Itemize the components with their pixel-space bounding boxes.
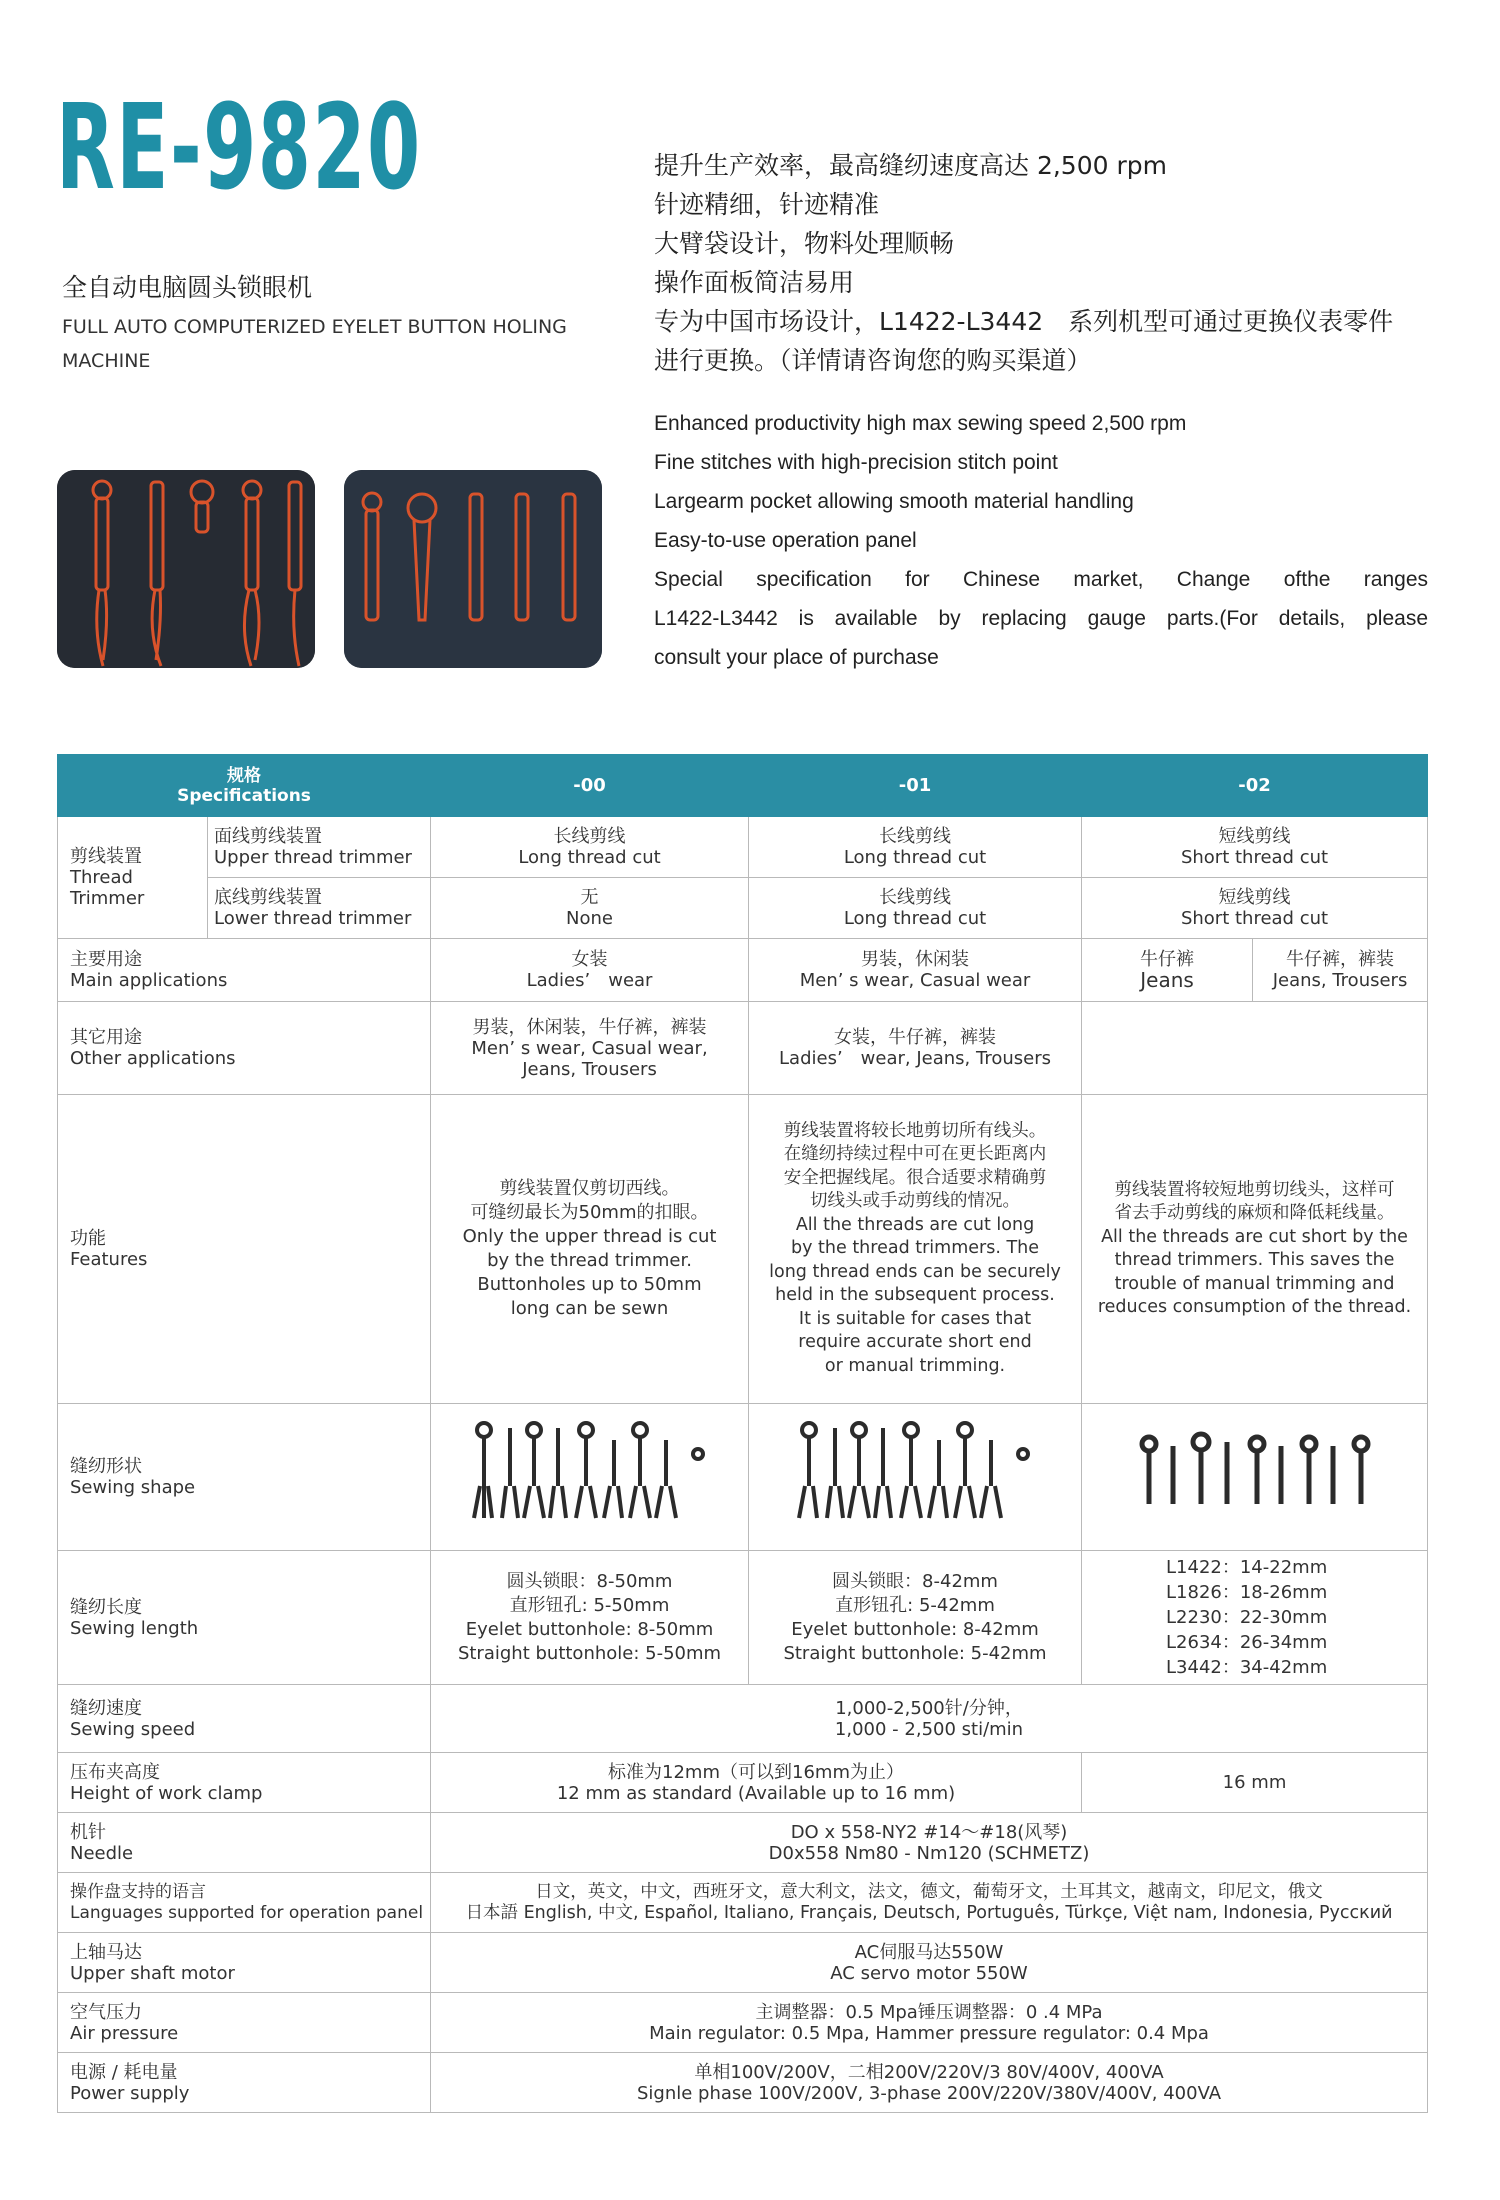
label-en: Features: [70, 1249, 148, 1270]
value-cn: 单相100V/200V，二相200V/220V/3 80V/400V, 400VA: [694, 2061, 1164, 2083]
value-en: 1,000 - 2,500 sti/min: [834, 1718, 1024, 1740]
feature-cn-item: 专为中国市场设计，L1422-L3442 系列机型可通过更换仪表零件: [654, 307, 1394, 336]
subtitle-en: [62, 310, 582, 378]
feature-line: 在缝纫持续过程中可在更长距离内: [783, 1144, 1047, 1165]
model-number: RE-9820: [56, 78, 422, 216]
table-row: [58, 1933, 1428, 1993]
row-label: [58, 1404, 431, 1551]
value-cn: 牛仔裤，裤装: [1286, 949, 1395, 970]
features-cn-list: [654, 146, 1434, 380]
label-en: Languages supported for operation panel: [70, 1902, 424, 1923]
feature-line: thread trimmers. This saves the: [1114, 1250, 1395, 1270]
spec-table: [57, 754, 1428, 2113]
value-cn: 短线剪线: [1218, 826, 1291, 847]
value-cn: 主调整器：0.5 Mpa锤压调整器：0 .4 MPa: [755, 2001, 1103, 2023]
feature-line: by the thread trimmers. The: [791, 1238, 1040, 1259]
table-row: [58, 1095, 1428, 1404]
table-row: [58, 1753, 1428, 1813]
sewing-shape-long-cut-illustration: [470, 1420, 710, 1530]
label-en: Needle: [70, 1842, 134, 1864]
feature-line: All the threads are cut short by the: [1101, 1226, 1408, 1247]
label-cn: 压布夹高度: [70, 1761, 160, 1783]
value-cn: 长线剪线: [553, 826, 626, 847]
cell: [431, 1813, 1428, 1873]
cell: [431, 1993, 1428, 2053]
table-row: [58, 1404, 1428, 1551]
value-en: AC servo motor 550W: [830, 1962, 1028, 1984]
label-cn: 主要用途: [70, 949, 142, 970]
label-cn: 缝纫形状: [70, 1456, 142, 1477]
label-en: Power supply: [70, 2082, 190, 2104]
buttonhole-photo-2: [344, 470, 602, 668]
label-cn: 面线剪线装置: [214, 826, 322, 847]
value-cn: 女装: [571, 949, 608, 970]
cell: [1082, 878, 1428, 939]
value-en: Long thread cut: [518, 847, 661, 868]
sub-label: [208, 878, 431, 939]
cell: [1082, 939, 1253, 1002]
empty-cell: [1082, 1002, 1428, 1095]
label-cn: 空气压力: [70, 2001, 142, 2023]
subtitle-en-line1: FULL AUTO COMPUTERIZED EYELET BUTTON HOLING: [62, 316, 567, 338]
value-cn: 短线剪线: [1218, 887, 1291, 908]
value-en: None: [566, 908, 613, 929]
cell: [431, 1551, 749, 1685]
label-en: Air pressure: [70, 2022, 179, 2044]
feature-line: trouble of manual trimming and: [1114, 1273, 1395, 1294]
cell: 16 mm: [1082, 1753, 1428, 1813]
cell: [1082, 817, 1428, 878]
cell: [431, 1753, 1082, 1813]
value-line: D0x558 Nm80 - Nm120 (SCHMETZ): [768, 1842, 1090, 1864]
feature-cn-item: 提升生产效率，最高缝纫速度高达 2,500 rpm: [654, 151, 1167, 180]
header-spec: [58, 755, 431, 817]
cell: [1082, 1404, 1428, 1551]
label-cn: 机针: [70, 1821, 106, 1843]
value-en: Jeans: [1140, 968, 1194, 992]
value-cn: AC伺服马达550W: [854, 1941, 1004, 1963]
length-line: L3442：34-42mm: [1166, 1657, 1328, 1678]
table-row: [58, 1551, 1428, 1685]
cell: [431, 1873, 1428, 1933]
value-cn: 长线剪线: [879, 826, 952, 847]
row-label: [58, 1753, 431, 1813]
feature-line: 可缝纫最长为50mm的扣眼。: [470, 1202, 709, 1223]
feature-cn-item: 大臂袋设计，物料处理顺畅: [654, 229, 955, 258]
cell: [431, 2053, 1428, 2113]
value-cn: 标准为12mm（可以到16mm为止）: [608, 1761, 904, 1783]
label-cn: 上轴马达: [70, 1941, 142, 1963]
table-row: [58, 1813, 1428, 1873]
value-cn: 男装，休闲装，牛仔裤，裤装: [472, 1016, 707, 1038]
feature-line: long thread ends can be securely: [769, 1261, 1061, 1282]
subtitle-en-line2: MACHINE: [62, 350, 151, 372]
feature-line: long can be sewn: [510, 1298, 669, 1319]
feature-en-item: consult your place of purchase: [654, 646, 939, 669]
header-col-01: -01: [749, 755, 1082, 817]
row-label: [58, 1933, 431, 1993]
cell: [749, 1551, 1082, 1685]
label-cn: 缝纫速度: [70, 1697, 142, 1719]
value-en: Jeans, Trousers: [522, 1058, 657, 1080]
value-en: Ladies’ wear, Jeans, Trousers: [779, 1048, 1051, 1069]
row-label: [58, 1551, 431, 1685]
feature-line: 切线头或手动剪线的情况。: [810, 1191, 1021, 1212]
feature-line: 安全把握线尾。很合适要求精确剪: [783, 1167, 1047, 1188]
cell: [749, 1404, 1082, 1551]
feature-line: Only the upper thread is cut: [462, 1226, 717, 1247]
feature-en-item: Enhanced productivity high max sewing speed 2,500 rpm: [654, 412, 1187, 435]
value-en: Men’ s wear, Casual wear,: [471, 1037, 708, 1059]
row-label: [58, 1873, 431, 1933]
feature-line: 省去手动剪线的麻烦和降低耗线量。: [1114, 1203, 1395, 1223]
label-cn: 底线剪线装置: [214, 887, 322, 908]
value-en: Jeans, Trousers: [1272, 970, 1408, 991]
value-en: Men’ s wear, Casual wear: [799, 970, 1031, 991]
label-en: Thread Trimmer: [70, 867, 145, 909]
table-row: [58, 1002, 1428, 1095]
label-en: Sewing shape: [70, 1477, 196, 1498]
feature-line: require accurate short end: [798, 1332, 1032, 1353]
cell: [749, 1002, 1082, 1095]
value-en: Long thread cut: [843, 847, 987, 868]
value-line: 日本語 English, 中文, Español, Italiano, Français, Deutsch, Português, Türkçe, Việt nam, Indonesia, Русский: [465, 1902, 1393, 1923]
length-line: Eyelet buttonhole: 8-42mm: [791, 1618, 1039, 1640]
label-en: Upper thread trimmer: [214, 847, 412, 868]
feature-line: Buttonholes up to 50mm: [477, 1274, 702, 1295]
header-col-00: -00: [431, 755, 749, 817]
feature-line: 剪线装置仅剪切西线。: [499, 1178, 680, 1199]
feature-en-item: Special specification for Chinese market, Change ofthe ranges: [654, 568, 1428, 591]
value-en: Signle phase 100V/200V, 3-phase 200V/220V/380V/400V, 400VA: [636, 2082, 1222, 2104]
value-line: 日文，英文，中文，西班牙文，意大利文，法文，德文，葡萄牙文，土耳其文，越南文，印尼文，俄文: [535, 1881, 1323, 1902]
value-en: Ladies’ wear: [526, 970, 653, 991]
header-col-02: -02: [1082, 755, 1428, 817]
label-cn: 其它用途: [70, 1027, 142, 1048]
length-line: 直形钮孔: 5-50mm: [509, 1594, 670, 1616]
cell: [1082, 1095, 1428, 1404]
feature-en-item: Easy-to-use operation panel: [654, 529, 917, 552]
value-cn: 男装，休闲装: [861, 949, 970, 970]
feature-line: held in the subsequent process.: [775, 1285, 1055, 1306]
cell: [749, 939, 1082, 1002]
length-line: L1422：14-22mm: [1166, 1557, 1328, 1578]
label-en: Height of work clamp: [70, 1782, 263, 1804]
table-row: [58, 817, 1428, 878]
feature-line: All the threads are cut long: [795, 1214, 1035, 1235]
label-cn: 缝纫长度: [70, 1596, 142, 1618]
value-en: 12 mm as standard (Available up to 16 mm): [556, 1782, 956, 1804]
row-label: [58, 939, 431, 1002]
row-label: [58, 1813, 431, 1873]
length-line: L2230：22-30mm: [1166, 1607, 1328, 1628]
length-line: Straight buttonhole: 5-50mm: [457, 1642, 722, 1664]
feature-line: 剪线装置将较长地剪切所有线头。: [783, 1120, 1047, 1141]
length-line: 圆头锁眼：8-42mm: [832, 1570, 998, 1592]
value-en: Short thread cut: [1180, 847, 1329, 868]
label-en: Upper shaft motor: [70, 1962, 235, 1984]
label-en: Other applications: [70, 1048, 236, 1069]
value-en: Main regulator: 0.5 Mpa, Hammer pressure regulator: 0.4 Mpa: [649, 2022, 1209, 2044]
row-label: [58, 2053, 431, 2113]
label-en: Sewing length: [70, 1617, 199, 1639]
row-label: [58, 817, 208, 939]
header-spec-en: Specifications: [177, 785, 311, 806]
cell: [749, 1095, 1082, 1404]
feature-line: or manual trimming.: [824, 1355, 1006, 1376]
value-cn: 牛仔裤: [1140, 949, 1195, 970]
row-label: [58, 1685, 431, 1753]
feature-en-item: Largearm pocket allowing smooth material handling: [654, 490, 1134, 513]
feature-line: by the thread trimmer.: [487, 1250, 692, 1271]
sub-label: [208, 817, 431, 878]
sewing-shape-long-cut-illustration-2: [795, 1420, 1035, 1530]
cell: [431, 1002, 749, 1095]
value-cn: 长线剪线: [879, 887, 952, 908]
label-cn: 剪线装置: [70, 846, 142, 867]
sewing-shape-short-cut-illustration: [1135, 1420, 1375, 1530]
feature-line: 剪线装置将较短地剪切线头，这样可: [1114, 1179, 1395, 1200]
header-spec-cn: 规格: [227, 765, 261, 786]
features-en-list: [654, 404, 1428, 677]
value-line: DO x 558-NY2 #14～#18(风琴): [790, 1821, 1068, 1843]
feature-cn-item: 操作面板简洁易用: [654, 268, 855, 297]
label-en: Sewing speed: [70, 1718, 196, 1740]
cell: [431, 1685, 1428, 1753]
cell: [1082, 1551, 1428, 1685]
length-line: Eyelet buttonhole: 8-50mm: [465, 1618, 714, 1640]
table-row: [58, 2053, 1428, 2113]
length-line: Straight buttonhole: 5-42mm: [783, 1642, 1047, 1664]
label-cn: 操作盘支持的语言: [70, 1881, 206, 1902]
value-cn: 1,000-2,500针/分钟，: [835, 1697, 1023, 1719]
cell: [431, 1404, 749, 1551]
value-cn: 无: [580, 887, 599, 908]
value-en: Short thread cut: [1180, 908, 1329, 929]
table-header-row: [58, 755, 1428, 817]
length-line: L1826：18-26mm: [1166, 1582, 1328, 1603]
cell: [431, 878, 749, 939]
cell: [431, 939, 749, 1002]
value-cn: 女装，牛仔裤，裤装: [834, 1027, 997, 1048]
table-row: [58, 1873, 1428, 1933]
value-en: Long thread cut: [843, 908, 987, 929]
length-line: 圆头锁眼：8-50mm: [506, 1570, 673, 1592]
feature-line: reduces consumption of the thread.: [1097, 1297, 1412, 1317]
label-cn: 功能: [70, 1228, 106, 1249]
length-line: L2634：26-34mm: [1166, 1632, 1328, 1653]
cell: [431, 1095, 749, 1404]
cell: [431, 1933, 1428, 1993]
row-label: [58, 1095, 431, 1404]
row-label: [58, 1993, 431, 2053]
table-row: [58, 939, 1428, 1002]
label-en: Lower thread trimmer: [214, 908, 412, 929]
cell: [1253, 939, 1428, 1002]
cell: [431, 817, 749, 878]
feature-cn-item: 进行更换。（详情请咨询您的购买渠道）: [654, 346, 1092, 375]
table-row: [58, 1685, 1428, 1753]
feature-en-item: L1422-L3442 is available by replacing gauge parts.(For details, please: [654, 607, 1428, 630]
subtitle-cn: 全自动电脑圆头锁眼机: [62, 273, 313, 302]
cell: [749, 817, 1082, 878]
cell: [749, 878, 1082, 939]
table-row: [58, 878, 1428, 939]
buttonhole-photo-1: [57, 470, 315, 668]
table-row: [58, 1993, 1428, 2053]
feature-en-item: Fine stitches with high-precision stitch point: [654, 451, 1058, 474]
row-label: [58, 1002, 431, 1095]
length-line: 直形钮孔: 5-42mm: [835, 1594, 995, 1616]
feature-line: It is suitable for cases that: [798, 1308, 1032, 1329]
feature-cn-item: 针迹精细，针迹精准: [654, 190, 880, 219]
label-cn: 电源 / 耗电量: [70, 2061, 178, 2083]
label-en: Main applications: [70, 970, 228, 991]
